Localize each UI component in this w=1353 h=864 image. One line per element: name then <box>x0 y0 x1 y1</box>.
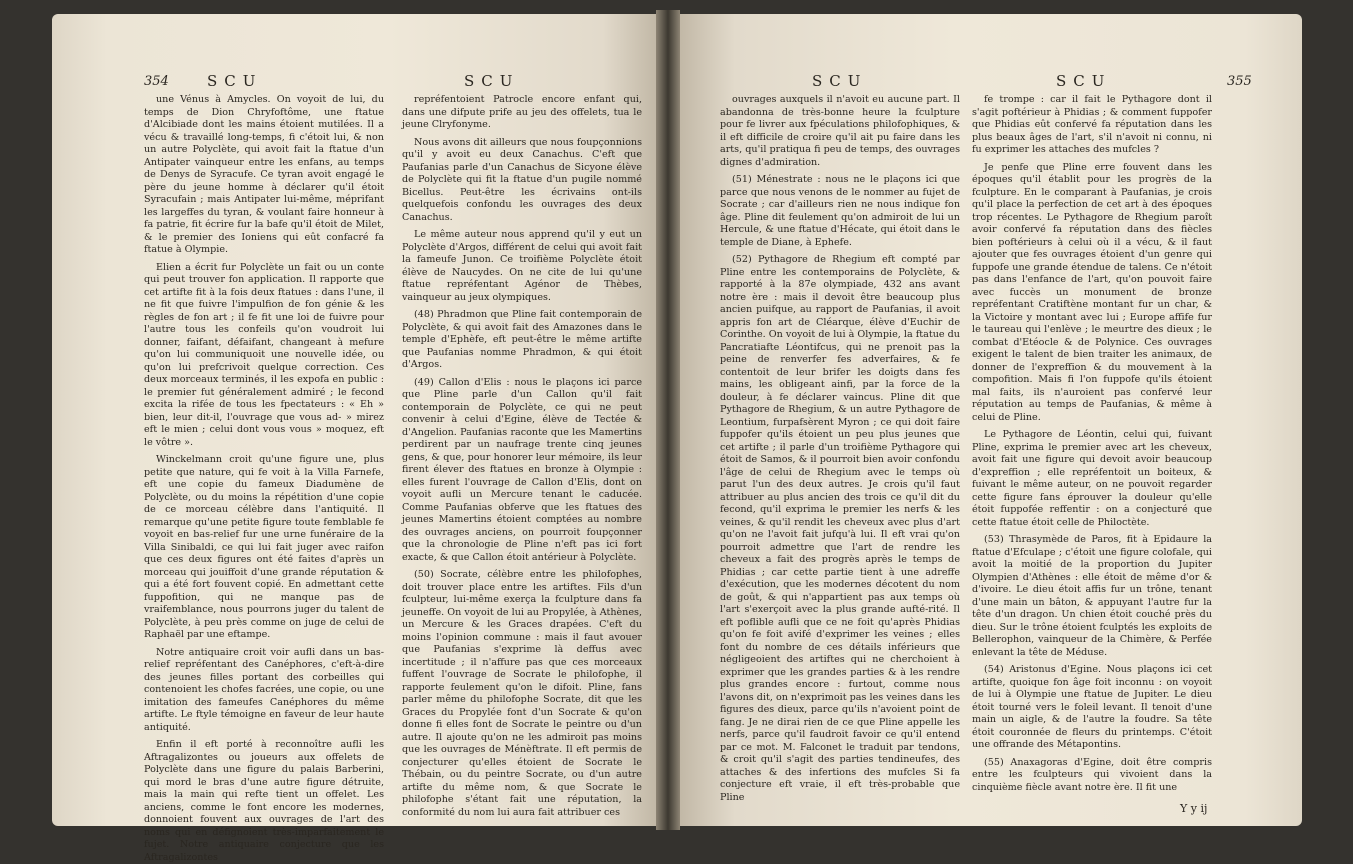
left-page <box>52 14 664 863</box>
paragraph: Enfin il eft porté à reconnoître aufli les Aftragalizontes ou joueurs aux offelets de Polyclète dans une figure du palais Barberini, qui mord le bras d'une autre figure détruite, mais la main qui refte tient un offelet. Les anciens, comme le font encore les modernes, donnoient fouvent aux ouvrages de l'art des noms qui en défignoient très-imparfaitement le fujet. Notre antiquaire conjecture que les Aftragalizontes <box>144 739 384 863</box>
right-column-2 <box>972 94 1212 799</box>
paragraph: repréfentoient Patrocle encore enfant qui, dans une difpute prife au jeu des offelets, tua le jeune Clryfonyme. <box>402 94 642 130</box>
paragraph: Je penfe que Pline erre fouvent dans les époques qu'il établit pour les progrès de la fculpture. En le comparant à Paufanias, je crois qu'il place la perfection de cet art à des époques trop récentes. Le Pythagore de Rhegium paroît avoir confervé fa réputation dans des fiècles bien poftérieurs à celui où il a vécu, & il faut ajouter que fes ouvrages étoient d'un genre qui fuppofe une grande étendue de talens. Ce n'étoit pas dans l'enfance de l'art, qu'on pouvoit faire avec fuccès un monument de bronze repréfentant Cratiftène montant fur un char, & la Victoire y montant avec lui ; Europe affife fur le taureau qui l'enlève ; le meurtre des dieux ; le combat d'Etéocle & de Polynice. Ces ouvrages exigent le talent de bien traiter les animaux, de donner de l'expreffion & du mouvement à la compofition. Mais fi l'on fuppofe qu'ils étoient mal faits, ils n'auroient pas confervé leur réputation au temps de Paufanias, & même à celui de Pline. <box>972 161 1212 423</box>
paragraph: (51) Ménestrate : nous ne le plaçons ici que parce que nous venons de le nommer au fujet de Socrate ; car d'ailleurs rien ne nous indique fon âge. Pline dit feulement qu'on admiroit de lui un Hercule, & une ftatue d'Hécate, qui étoit dans le temple de Diane, à Ephefe. <box>720 174 960 248</box>
paragraph: Notre antiquaire croit voir aufli dans un bas-relief repréfentant des Canéphores, c'eft-à-dire des jeunes filles portant des corbeilles qui contenoient les chofes facrées, une copie, ou une imitation des fameufes Canéphores du même artifte. Le ftyle témoigne en faveur de leur haute antiquité. <box>144 646 384 733</box>
left-running-head-2: SCU <box>464 72 520 90</box>
paragraph: (49) Callon d'Elis : nous le plaçons ici parce que Pline parle d'un Callon qu'il fait contemporain de Polyclète, ce qui ne peut convenir à celui d'Egine, élève de Tectée & d'Angelion. Paufanias raconte que les Mamertins perdirent par un naufrage trente cinq jeunes gens, & que, pour honorer leur mémoire, ils leur firent élever des ftatues en bronze à Olympie : elles furent l'ouvrage de Callon d'Elis, dont on voyoit aufli un Mercure tenant le caducée. Comme Paufanias obferve que les ftatues des jeunes Mamertins étoient comptées au nombre des ouvrages anciens, on pourroit foupçonner que la chronologie de Pline n'eft pas ici fort exacte, & que Callon étoit antérieur à Polyclète. <box>402 376 642 563</box>
paragraph: (48) Phradmon que Pline fait contemporain de Polyclète, & qui avoit fait des Amazones dans le temple d'Ephèfe, eft peut-être le même artifte que Paufanias nomme Phradmon, & qui étoit d'Argos. <box>402 309 642 370</box>
paragraph: une Vénus à Amycles. On voyoit de lui, du temps de Dion Chryfoftôme, une ftatue d'Alcibiade dont les mains étoient mutilées. Il a vécu & travaillé long-temps, fi c'étoit lui, & non un autre Polyclète, qui avoit fait la ftatue d'un Antipater vainqueur entre les enfans, au temps de Denys de Syracufe. Ce tyran avoit engagé le père du jeune homme à déclarer qu'il étoit Syracufain ; mais Antipater lui-même, méprifant les largeffes du tyran, & voulant faire honneur à fa patrie, fit écrire fur la bafe qu'il étoit de Milet, & le premier des Ioniens qui eût confacré fa ftatue à Olympie. <box>144 94 384 255</box>
right-page <box>672 14 1302 826</box>
signature-mark: Y y ij <box>1180 802 1208 815</box>
left-column-1 <box>144 94 384 863</box>
right-running-head-1: SCU <box>812 72 868 90</box>
paragraph: ouvrages auxquels il n'avoit eu aucune part. Il abandonna de très-bonne heure la fculpture pour fe livrer aux fpéculations philofophiques, & il eft difficile de croire qu'il ait pu faire dans les arts, qu'il pratiqua fi peu de temps, des ouvrages dignes d'admiration. <box>720 94 960 168</box>
left-column-2 <box>402 94 642 818</box>
left-running-head-1: SCU <box>207 72 263 90</box>
paragraph: (50) Socrate, célèbre entre les philofophes, doit trouver place entre les artiftes. Fils d'un fculpteur, lui-même exerça la fculpture dans fa jeuneffe. On voyoit de lui au Propylée, à Athènes, un Mercure & les Graces drapées. C'eft du moins l'opinion commune : mais il faut avouer que Paufanias s'exprime là deffus avec incertitude ; il n'affure pas que ces morceaux fuffent l'ouvrage de Socrate le philofophe, il rapporte feulement qu'on le difoit. Pline, fans parler même du philofophe Socrate, dit que les Graces du Propylée font d'un Socrate & qu'on donne fi elles font de Socrate le peintre ou d'un autre. Il ajoute qu'on ne les admiroit pas moins que les ouvrages de Ménèftrate. Il eft permis de conjecturer qu'elles étoient de Socrate le Thébain, ou du peintre Socrate, ou d'un autre artifte du même nom, & que Socrate le philofophe s'étant fait une réputation, la conformité du nom lui aura fait attribuer ces <box>402 569 642 818</box>
paragraph: Le même auteur nous apprend qu'il y eut un Polyclète d'Argos, différent de celui qui avoit fait la fameufe Junon. Ce troifième Polyclète étoit élève de Naucydes. On ne cite de lui qu'une ftatue repréfentant Agénor de Thèbes, vainqueur au jeux olympiques. <box>402 229 642 303</box>
paragraph: (53) Thrasymède de Paros, fit à Epidaure la ftatue d'Efculape ; c'étoit une figure colofale, qui avoit la moitié de la proportion du Jupiter Olympien d'Athènes : elle étoit de même d'or & d'ivoire. Le dieu étoit affis fur un trône, tenant d'une main un bâton, & appuyant l'autre fur la tête d'un dragon. Un chien étoit couché près du dieu. Sur le trône étoient fculptés les exploits de Bellerophon, vainqueur de la Chimère, & Perfée enlevant la tête de Méduse. <box>972 534 1212 658</box>
paragraph: Nous avons dit ailleurs que nous foupçonnions qu'il y avoit eu deux Canachus. C'eft que Paufanias parle d'un Canachus de Sicyone élève de Polyclète qui fit la ftatue d'un pugile nommé Bicellus. Peut-être les écrivains ont-ils quelquefois confondu les ouvrages des deux Canachus. <box>402 136 642 223</box>
left-page-number: 354 <box>144 74 169 89</box>
paragraph: Le Pythagore de Léontin, celui qui, fuivant Pline, exprima le premier avec art les cheveux, avoit fait une figure qui devoit avoir beaucoup d'expreffion ; elle repréfentoit un boiteux, & fuivant le même auteur, on ne pouvoit regarder cette figure fans éprouver la douleur qu'elle étoit fuppofée reffentir : on a conjecturé que cette ftatue étoit celle de Philoctète. <box>972 429 1212 528</box>
right-running-head-2: SCU <box>1056 72 1112 90</box>
right-page-number: 355 <box>1227 74 1252 89</box>
paragraph: fe trompe : car il fait le Pythagore dont il s'agit poftérieur à Phidias ; & comment fuppofer que Phidias eût confervé fa réputation dans les plus beaux âges de l'art, s'il n'avoit ni connu, ni fu exprimer les attaches des mufcles ? <box>972 94 1212 155</box>
paragraph: (55) Anaxagoras d'Egine, doit être compris entre les fculpteurs qui vivoient dans la cinquième fiècle avant notre ère. Il fit une <box>972 756 1212 793</box>
paragraph: (52) Pythagore de Rhegium eft compté par Pline entre les contemporains de Polyclète, & rapporté à la 87e olympiade, 432 ans avant notre ère : mais il devoit être beaucoup plus ancien puifque, au rapport de Paufanias, il avoit appris fon art de Cléarque, élève d'Euchir de Corinthe. On voyoit de lui à Olympie, la ftatue du Pancratiafte Léontifcus, qui ne prenoit pas la peine de renverfer fes adverfaires, & fe contentoit de leur brifer les doigts dans fes mains, les obligeant ainfi, par la force de la douleur, à fe déclarer vaincus. Pline dit que Pythagore de Rhegium, & un autre Pythagore de Leontium, furpafsèrent Myron ; ce qui doit faire fuppofer qu'ils étoient un peu plus jeunes que cet artifte ; il parle d'un troifième Pythagore qui étoit de Samos, & il pourroit bien avoir confondu l'âge de celui de Rhegium avec le temps où parut l'un des deux autres. Je crois qu'il faut attribuer au plus ancien des trois ce qu'il dit du fecond, qu'il exprima le premier les nerfs & les veines, & qu'il rendit les cheveux avec plus d'art qu'on ne l'avoit fait jufqu'à lui. Il eft vrai qu'on pourroit admettre que l'art de rendre les cheveux a fait des progrès après le temps de Phidias ; car cette partie tient à une adreffe d'exécution, que les modernes décotent du nom de goût, & qui n'appartient pas aux temps où l'art s'exerçoit avec la plus grande aufté-rité. Il eft poflible aufli que ce ne foit qu'après Phidias qu'on fe foit avifé d'exprimer les veines ; elles font du nombre de ces détails inférieurs que négligeoient des artiftes qui ne cherchoient à exprimer que les grandes parties & à les rendre plus grandes encore : furtout, comme nous l'avons dit, on n'exprimoit pas les veines dans les figures des dieux, parce qu'ils n'avoient point de fang. Je ne dirai rien de ce que Pline appelle les nerfs, parce qu'il faudroit favoir ce qu'il entend par ce mot. M. Falconet le traduit par tendons, & croit qu'il s'agit des parties tendineufes, des attaches & des infertions des mufcles Si fa conjecture eft vraie, il eft très-probable que Pline <box>720 254 960 803</box>
book-gutter <box>656 10 680 830</box>
paragraph: (54) Aristonus d'Egine. Nous plaçons ici cet artifte, quoique fon âge foit inconnu : on voyoit de lui à Olympie une ftatue de Jupiter. Le dieu étoit tourné vers le foleil levant. Il tenoit d'une main un aigle, & de l'autre la foudre. Sa tête étoit couronnée de fleurs du printemps. C'étoit une offrande des Métapontins. <box>972 664 1212 750</box>
right-column-1 <box>720 94 960 803</box>
paragraph: Elien a écrit fur Polyclète un fait ou un conte qui peut trouver fon application. Il rapporte que cet artifte fit à la fois deux ftatues : dans l'une, il ne fit que fuivre l'impulfion de fon génie & les règles de fon art ; il fe fit une loi de fuivre pour l'autre tous les confeils qu'on voudroit lui donner, faifant, défaifant, changeant à mefure qu'on lui communiquoit une nouvelle idée, ou qu'on lui prefcrivoit quelque correction. Ces deux morceaux terminés, il les expofa en public : le premier fut généralement admiré ; le fecond excita la rifée de tous les fpectateurs : « Eh » bien, leur dit-il, l'ouvrage que vous ad- » mirez eft le mien ; celui dont vous vous » moquez, eft le vôtre ». <box>144 261 384 448</box>
paragraph: Winckelmann croit qu'une figure une, plus petite que nature, qui fe voit à la Villa Farnefe, eft une copie du fameux Diadumène de Polyclète, ou du moins la répétition d'une copie de ce morceau célèbre dans l'antiquité. Il remarque qu'une petite figure toute femblable fe voyoit en bas-relief fur une urne funéraire de la Villa Sinibaldi, ce qui lui fait juger avec raifon que ces deux figures ont été faites d'après un morceau qui jouiffoit d'une grande réputation & qui a été fort fouvent copié. En admettant cette fuppofition, qui ne manque pas de vraifemblance, nous pourrons juger du talent de Polyclète, à peu près comme on juge de celui de Raphaël par une eftampe. <box>144 454 384 640</box>
